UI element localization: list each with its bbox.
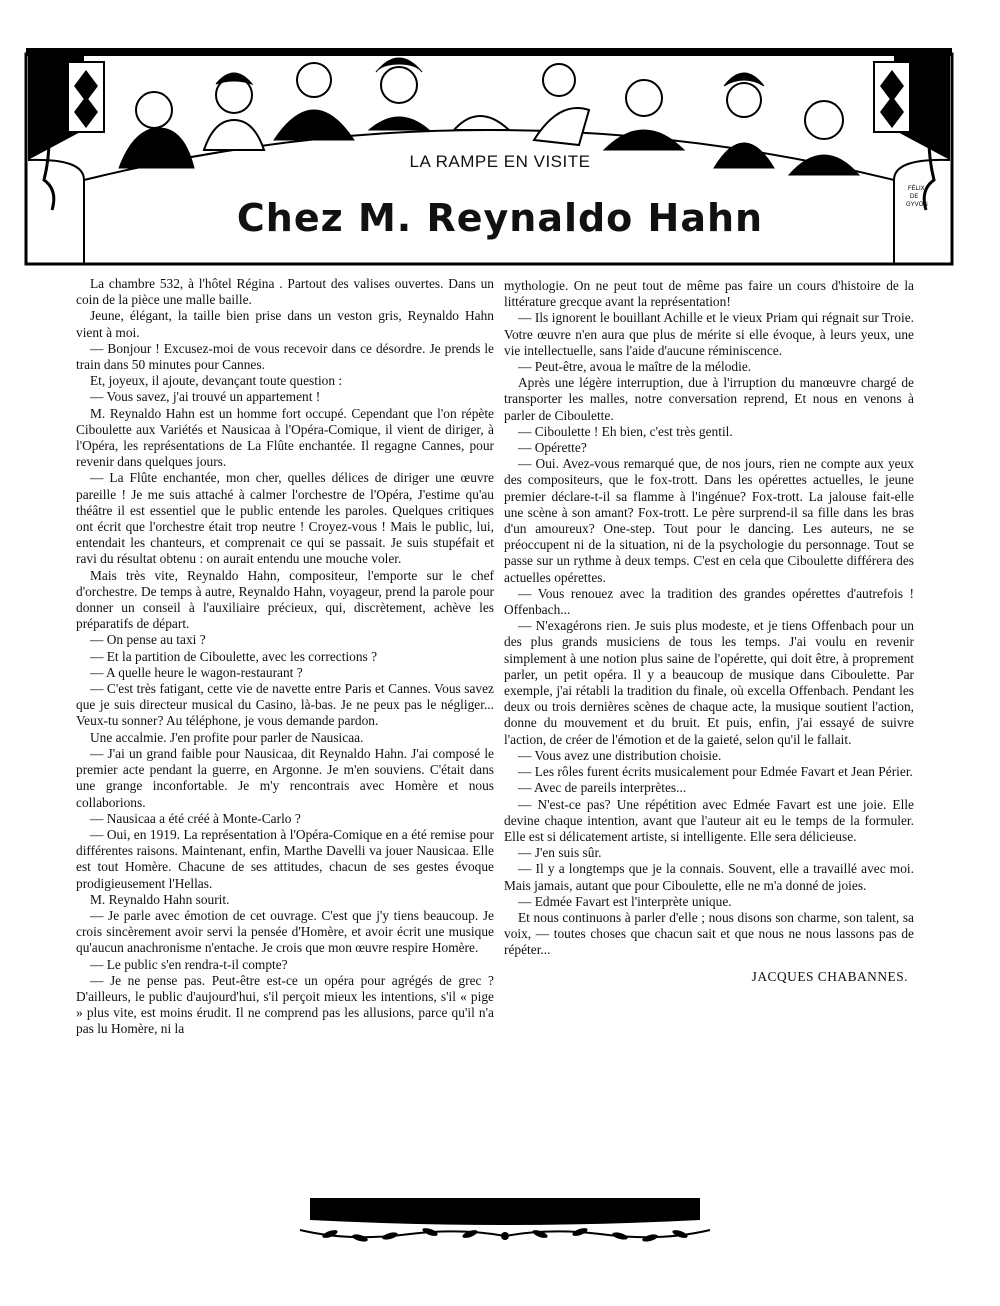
paragraph: Jeune, élégant, la taille bien prise dans un veston gris, Reynaldo Hahn vient à moi. (76, 308, 494, 340)
paragraph: — Nausicaa a été créé à Monte-Carlo ? (90, 810, 301, 826)
article-column-left (76, 276, 494, 1038)
paragraph: — Vous savez, j'ai trouvé un appartement ! (90, 389, 321, 405)
paragraph: Après une légère interruption, due à l'irruption du manœuvre chargé de transporter les malles, notre conversation reprend, Et nous en venons à parler de Ciboulette. (504, 375, 914, 423)
paragraph: La chambre 532, à l'hôtel Régina . Partout des valises ouvertes. Dans un coin de la pièce une malle baille. (76, 276, 494, 308)
paragraph: — Je ne pense pas. Peut-être est-ce un opéra pour agrégés de grec ? D'ailleurs, le public d'aujourd'hui, s'il perçoit mieux les intentions, s'il « pige » plus vite, est moins érudit. Il ne comprend pas les allusions, parce qu'il n'a pas lu Homère, ni la (76, 972, 494, 1037)
paragraph: M. Reynaldo Hahn est un homme fort occupé. Cependant que l'on répète Ciboulette aux Variétés et Nausicaa à l'Opéra-Comique, il vient de diriger, à l'Opéra, les représentations de La Flûte enchantée. Il regagne Cannes, pour revenir dans quelques jours. (76, 405, 494, 470)
paragraph: — Edmée Favart est l'interprète unique. (518, 893, 732, 909)
footer-ornament (290, 1190, 720, 1246)
paragraph: — Avec de pareils interprètes... (518, 780, 687, 796)
paragraph: — On pense au taxi ? (90, 632, 206, 648)
paragraph: — Opérette? (518, 440, 587, 456)
paragraph: — J'ai un grand faible pour Nausicaa, dit Reynaldo Hahn. J'ai composé le premier acte pendant la guerre, en Argonne. Je m'en souviens. C'était dans une grange inconfortable. Je m'y rencontrais avec Homère et nous collaborions. (76, 745, 494, 810)
paragraph: — Il y a longtemps que je la connais. Souvent, elle a travaillé avec moi. Mais jamais, autant que pour Ciboulette, elle ne m'a donné de joies. (504, 861, 914, 893)
svg-text:DE: DE (910, 194, 919, 200)
paragraph: — Bonjour ! Excusez-moi de vous recevoir dans ce désordre. Je prends le train dans 50 minutes pour Cannes. (76, 340, 494, 373)
svg-text:FÉLIX: FÉLIX (908, 186, 925, 192)
article-column-right (504, 278, 914, 985)
paragraph: — A quelle heure le wagon-restaurant ? (90, 664, 303, 680)
paragraph: — Ils ignorent le bouillant Achille et le vieux Priam qui régnait sur Troie. Votre œuvre n'en aura que plus de mérite si elle évoque, à leurs yeux, une vie intellectuelle, sans l'aide d'aucune réminiscence. (504, 310, 914, 358)
right-diamond-panel (874, 62, 910, 132)
paragraph: — Vous renouez avec la tradition des grandes opérettes d'autrefois ! Offenbach... (504, 585, 914, 618)
paragraph: — Vous avez une distribution choisie. (518, 747, 722, 763)
author-signature: JACQUES CHABANNES. (751, 968, 908, 984)
svg-text:GYVON: GYVON (906, 202, 928, 208)
paragraph: — N'est-ce pas? Une répétition avec Edmée Favart est une joie. Elle devine chaque intention, avant que l'auteur ait eu le temps de la formuler. Elle est si délicatement artiste, si intelligente. Elle sera délicieuse. (504, 796, 914, 844)
paragraph: — Peut-être, avoua le maître de la mélodie. (518, 359, 752, 375)
article-title: Chez M. Reynaldo Hahn (236, 196, 764, 240)
paragraph: mythologie. On ne peut tout de même pas faire un cours d'histoire de la littérature grecque avant la représentation! (504, 278, 914, 310)
paragraph: — La Flûte enchantée, mon cher, quelles délices de diriger une œuvre pareille ! Je me suis attaché à calmer l'orchestre de l'Opéra, J'estime qu'au théâtre il est essentiel que le public entende les paroles. Quelques critiques ont écrit que l'orchestre était trop neutre ! Croyez-vous ! Mais le public, lui, entendait les chanteurs, et comprenait ce qui se passait. Je suis stupéfait et ravi du résultat obtenu : on aurait entendu une mouche voler. (76, 470, 494, 567)
paragraph: — Oui. Avez-vous remarqué que, de nos jours, rien ne compte aux yeux des compositeurs, que le fox-trott. Dans les opérettes actuelles, le jeune premier déclare-t-il sa flamme à l'ingénue? Fox-trott. La jalouse fait-elle une scène à son amant? Fox-trott. Le père surprend-il sa fille dans les bras d'un amoureux? One-step. Tout pour le dancing. Les auteurs, ne se préoccupent ni de la situation, ni de la psychologie du personnage. Tout se passe sur un rythme à deux temps. C'est en cela que Ciboulette différera des actuelles opérettes. (504, 456, 914, 585)
paragraph: — N'exagérons rien. Je suis plus modeste, et je tiens Offenbach pour un des plus grands musiciens de tous les temps. J'ai voulu en revenir simplement à une notion plus saine de l'opérette, qui doit être, à proprement parler, un petit opéra. Il y a beaucoup de musique dans Ciboulette. Par exemple, j'ai rétabli la tradition du finale, où excella Offenbach. Pendant les deux ou trois dernières scènes de chaque acte, la musique soutient l'action, donne du mouvement et du bruit. Et puis, enfin, j'ai essayé de suivre l'action, de créer de l'émotion et de la gaieté, selon qu'il le fallait. (504, 618, 914, 747)
paragraph: — J'en suis sûr. (518, 845, 602, 861)
paragraph: Une accalmie. J'en profite pour parler de Nausicaa. (90, 729, 364, 745)
paragraph: — Et la partition de Ciboulette, avec les corrections ? (90, 648, 378, 664)
paragraph: — Oui, en 1919. La représentation à l'Opéra-Comique en a été remise pour différentes raisons. Maintenant, enfin, Marthe Davelli va jouer Nausicaa. Elle est tout Homère. Chacune de ses attitudes, chacun de ses gestes évoque prodigieusement l'Hellas. (76, 826, 494, 891)
rubric-label: LA RAMPE EN VISITE (409, 152, 591, 171)
paragraph: — Je parle avec émotion de cet ouvrage. C'est que j'y tiens beaucoup. Je crois sincèrement avoir servi la pensée d'Homère, et avoir écrit une musique qu'aucun anachronisme n'entache. Je crois que mon œuvre respire Homère. (76, 907, 494, 956)
paragraph: — C'est très fatigant, cette vie de navette entre Paris et Cannes. Vous savez que je suis directeur musical du Casino, là-bas. Je ne peux pas le négliger... Veux-tu sonner? Au téléphone, je vous demande pardon. (76, 681, 494, 729)
paragraph: M. Reynaldo Hahn sourit. (90, 891, 230, 907)
laurel-garland-icon (290, 1190, 720, 1246)
paragraph: — Le public s'en rendra-t-il compte? (90, 956, 288, 972)
paragraph: — Ciboulette ! Eh bien, c'est très gentil. (518, 423, 733, 439)
paragraph: Et nous continuons à parler d'elle ; nous disons son charme, son talent, sa voix, — toutes choses que chacun sait et que nous ne nous lassons pas de répéter... (504, 909, 914, 958)
paragraph: Et, joyeux, il ajoute, devançant toute question : (90, 373, 343, 389)
paragraph: Mais très vite, Reynaldo Hahn, compositeur, l'emporte sur le chef d'orchestre. De temps à autre, Reynaldo Hahn, voyageur, prend la parole pour donner un conseil à l'auxiliaire précieux, qui, discrètement, achève les préparatifs de départ. (76, 567, 494, 632)
left-diamond-panel (68, 62, 104, 132)
paragraph: — Les rôles furent écrits musicalement pour Edmée Favart et Jean Périer. (518, 764, 913, 780)
